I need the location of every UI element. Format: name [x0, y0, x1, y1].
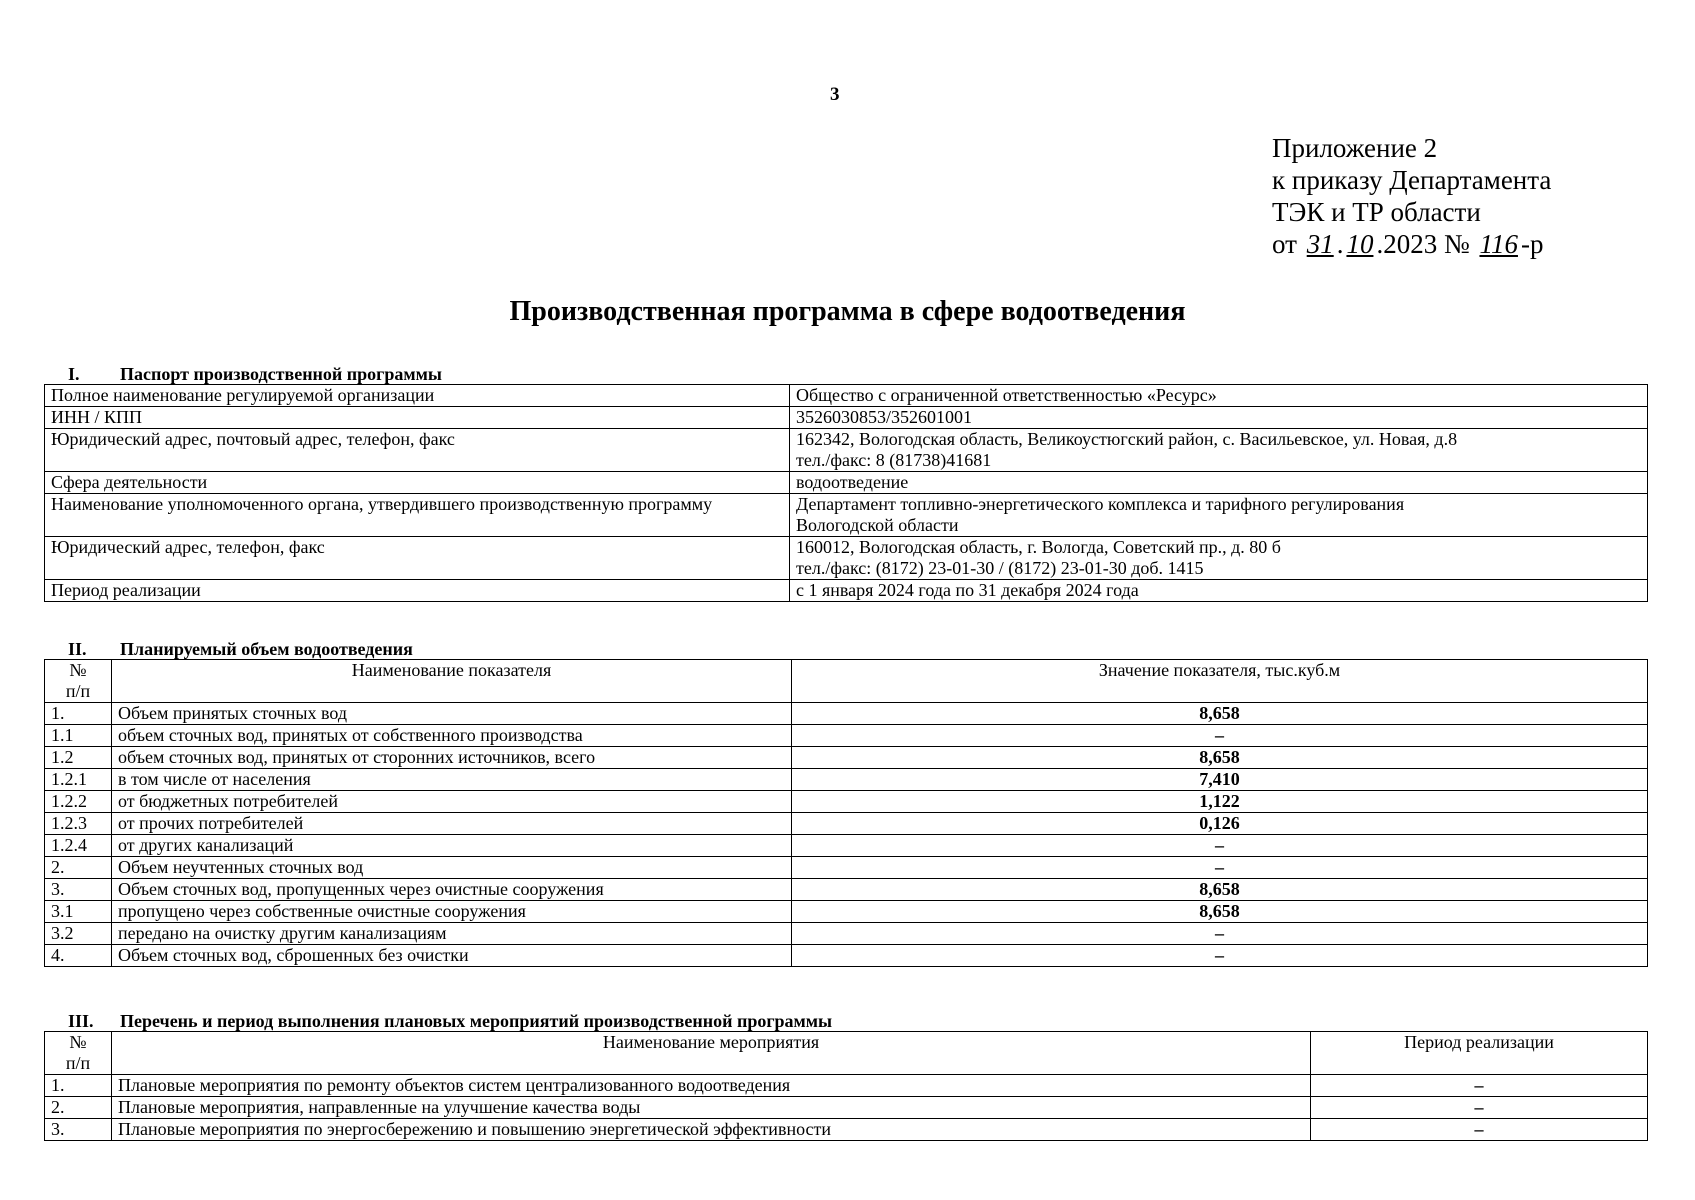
- row-number: 1.2.1: [45, 769, 112, 791]
- row-number: 2.: [45, 857, 112, 879]
- table-row: [45, 1119, 1648, 1141]
- date-month: 10: [1346, 229, 1374, 259]
- row-number: 4.: [45, 945, 112, 967]
- passport-label: Юридический адрес, почтовый адрес, телефон, факс: [45, 429, 790, 472]
- table-row: [45, 1075, 1648, 1097]
- indicator-name: от прочих потребителей: [112, 813, 792, 835]
- page-number: 3: [830, 84, 840, 105]
- date-prefix: от: [1272, 229, 1297, 259]
- measure-name: Плановые мероприятия по энергосбережению и повышению энергетической эффективности: [112, 1119, 1311, 1141]
- table-header-row: [45, 1032, 1648, 1075]
- indicator-value: 8,658: [792, 879, 1648, 901]
- indicator-name: пропущено через собственные очистные сооружения: [112, 901, 792, 923]
- indicator-name: объем сточных вод, принятых от сторонних источников, всего: [112, 747, 792, 769]
- indicator-value: –: [792, 857, 1648, 879]
- order-number: 116: [1479, 229, 1518, 259]
- header-name: Наименование мероприятия: [112, 1032, 1311, 1075]
- document-title: Производственная программа в сфере водоотведения: [509, 296, 1186, 327]
- date-year: .2023 №: [1376, 229, 1470, 259]
- section-1-title: Паспорт производственной программы: [120, 364, 442, 384]
- passport-value-line-2: тел./факс: 8 (81738)41681: [796, 450, 992, 470]
- table-row: [45, 1097, 1648, 1119]
- indicator-value: 1,122: [792, 791, 1648, 813]
- row-number: 1.1: [45, 725, 112, 747]
- table-row: [45, 537, 1648, 580]
- table-row: [45, 857, 1648, 879]
- table-row: [45, 923, 1648, 945]
- indicator-name: объем сточных вод, принятых от собственного производства: [112, 725, 792, 747]
- passport-value-line-2: тел./факс: (8172) 23-01-30 / (8172) 23-01-30 доб. 1415: [796, 558, 1204, 578]
- appendix-line-2: к приказу Департамента: [1272, 165, 1552, 195]
- table-row: [45, 901, 1648, 923]
- section-3-number: III.: [68, 1011, 94, 1031]
- row-number: 1.2.3: [45, 813, 112, 835]
- indicator-value: 8,658: [792, 901, 1648, 923]
- table-row: [45, 580, 1648, 602]
- passport-value: водоотведение: [790, 472, 1648, 494]
- section-1-number: I.: [68, 364, 80, 384]
- passport-label: Полное наименование регулируемой организации: [45, 385, 790, 407]
- indicator-name: в том числе от населения: [112, 769, 792, 791]
- measure-name: Плановые мероприятия по ремонту объектов систем централизованного водоотведения: [112, 1075, 1311, 1097]
- passport-value-line-2: Вологодской области: [796, 515, 959, 535]
- passport-label: Сфера деятельности: [45, 472, 790, 494]
- section-2-title: Планируемый объем водоотведения: [120, 639, 413, 659]
- table-row: [45, 429, 1648, 472]
- header-name: Наименование показателя: [112, 660, 792, 703]
- passport-label: Юридический адрес, телефон, факс: [45, 537, 790, 580]
- header-num-line-2: п/п: [65, 681, 91, 701]
- row-number: 3.: [45, 1119, 112, 1141]
- header-num: [45, 660, 112, 703]
- indicator-value: –: [792, 725, 1648, 747]
- measure-period: –: [1311, 1097, 1648, 1119]
- row-number: 1.2.2: [45, 791, 112, 813]
- indicator-value: –: [792, 945, 1648, 967]
- passport-table: [44, 384, 1648, 602]
- table-row: [45, 385, 1648, 407]
- indicator-name: передано на очистку другим канализациям: [112, 923, 792, 945]
- section-1-heading: [68, 364, 442, 385]
- passport-value: Общество с ограниченной ответственностью «Ресурс»: [790, 385, 1648, 407]
- passport-label: ИНН / КПП: [45, 407, 790, 429]
- passport-value: 3526030853/352601001: [790, 407, 1648, 429]
- passport-value-line-1: Департамент топливно-энергетического комплекса и тарифного регулирования: [796, 494, 1405, 514]
- row-number: 3.1: [45, 901, 112, 923]
- section-3-heading: [68, 1011, 832, 1032]
- passport-value: [790, 537, 1648, 580]
- header-value: Значение показателя, тыс.куб.м: [792, 660, 1648, 703]
- indicator-value: –: [792, 835, 1648, 857]
- indicator-name: от бюджетных потребителей: [112, 791, 792, 813]
- date-day: 31: [1306, 229, 1334, 259]
- section-2-heading: [68, 639, 413, 660]
- passport-label: Период реализации: [45, 580, 790, 602]
- passport-label: Наименование уполномоченного органа, утвердившего производственную программу: [45, 494, 790, 537]
- measure-period: –: [1311, 1119, 1648, 1141]
- indicator-name: Объем принятых сточных вод: [112, 703, 792, 725]
- passport-value: с 1 января 2024 года по 31 декабря 2024 года: [790, 580, 1648, 602]
- order-suffix: -р: [1520, 229, 1544, 259]
- table-row: [45, 494, 1648, 537]
- indicator-value: 8,658: [792, 747, 1648, 769]
- passport-value: [790, 429, 1648, 472]
- passport-value: [790, 494, 1648, 537]
- passport-value-line-1: 162342, Вологодская область, Великоустюгский район, с. Васильевское, ул. Новая, д.8: [796, 429, 1458, 449]
- table-row: [45, 835, 1648, 857]
- row-number: 1.: [45, 703, 112, 725]
- indicator-name: Объем неучтенных сточных вод: [112, 857, 792, 879]
- volume-table: [44, 659, 1648, 967]
- measure-name: Плановые мероприятия, направленные на улучшение качества воды: [112, 1097, 1311, 1119]
- row-number: 1.: [45, 1075, 112, 1097]
- header-num-line-1: №: [69, 660, 87, 680]
- header-num-line-2: п/п: [65, 1053, 91, 1073]
- indicator-value: 8,658: [792, 703, 1648, 725]
- table-row: [45, 945, 1648, 967]
- appendix-block: [1272, 132, 1551, 260]
- row-number: 3.: [45, 879, 112, 901]
- appendix-date-line: от 31 . 10 .2023 № 116 -р: [1272, 229, 1544, 259]
- table-row: [45, 407, 1648, 429]
- header-num: [45, 1032, 112, 1075]
- appendix-line-3: ТЭК и ТР области: [1272, 197, 1481, 227]
- indicator-value: –: [792, 923, 1648, 945]
- indicator-name: от других канализаций: [112, 835, 792, 857]
- row-number: 3.2: [45, 923, 112, 945]
- row-number: 2.: [45, 1097, 112, 1119]
- table-header-row: [45, 660, 1648, 703]
- table-row: [45, 725, 1648, 747]
- row-number: 1.2.4: [45, 835, 112, 857]
- section-2-number: II.: [68, 639, 87, 659]
- appendix-line-1: Приложение 2: [1272, 133, 1438, 163]
- header-period: Период реализации: [1311, 1032, 1648, 1075]
- table-row: [45, 769, 1648, 791]
- indicator-name: Объем сточных вод, пропущенных через очистные сооружения: [112, 879, 792, 901]
- table-row: [45, 791, 1648, 813]
- table-row: [45, 747, 1648, 769]
- header-num-line-1: №: [69, 1032, 87, 1052]
- indicator-name: Объем сточных вод, сброшенных без очистки: [112, 945, 792, 967]
- row-number: 1.2: [45, 747, 112, 769]
- measure-period: –: [1311, 1075, 1648, 1097]
- table-row: [45, 472, 1648, 494]
- measures-table: [44, 1031, 1648, 1141]
- table-row: [45, 879, 1648, 901]
- passport-value-line-1: 160012, Вологодская область, г. Вологда, Советский пр., д. 80 б: [796, 537, 1281, 557]
- table-row: [45, 813, 1648, 835]
- table-row: [45, 703, 1648, 725]
- indicator-value: 0,126: [792, 813, 1648, 835]
- section-3-title: Перечень и период выполнения плановых мероприятий производственной программы: [120, 1011, 833, 1031]
- indicator-value: 7,410: [792, 769, 1648, 791]
